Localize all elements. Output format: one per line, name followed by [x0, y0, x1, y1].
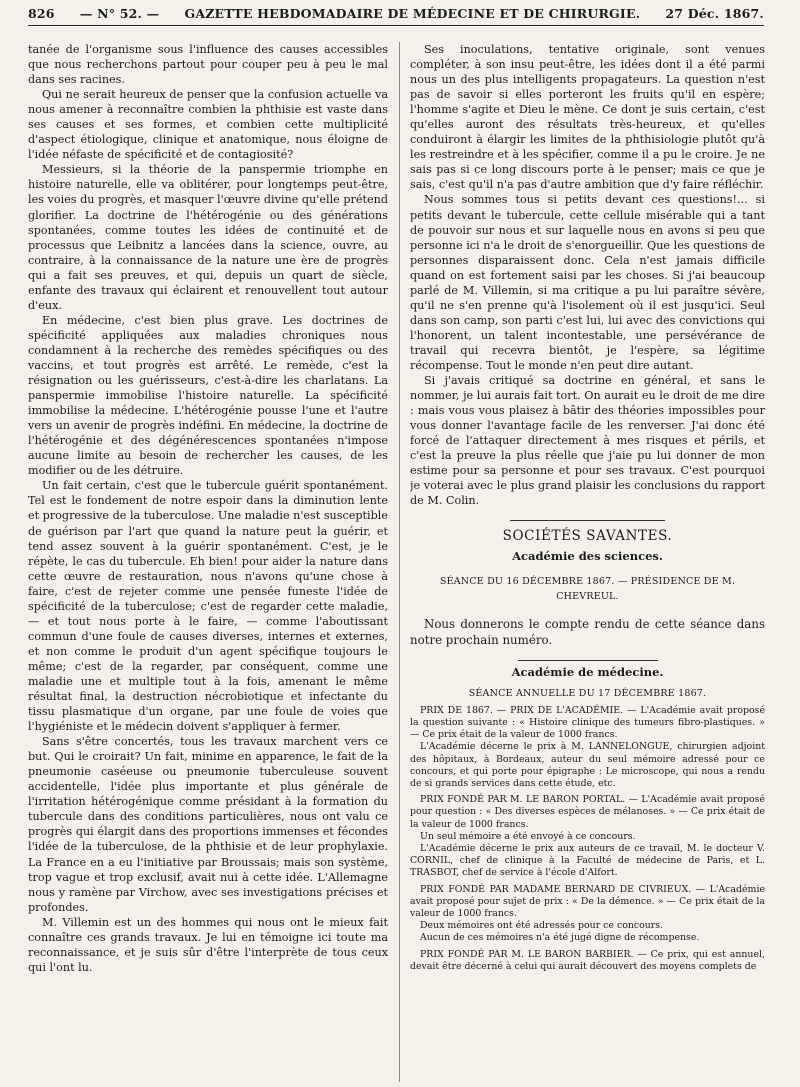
paragraph: tanée de l'organisme sous l'influence des causes accessibles que nous recherchons partout pour couper peu à peu le mal dans ses racines.: [28, 43, 388, 87]
page-header: [28, 2, 764, 24]
right-column: [410, 42, 765, 1082]
section-rule: [510, 520, 665, 521]
paragraph: Sans s'être concertés, tous les travaux marchent vers ce but. Qui le croirait? Un fait, minime en apparence, le fait de la pneumonie caséeuse ou pneumonie tuberculeuse souvent accidentelle, l'idée plus importante et plus générale de l'irritation hétérogénique comme présidant à la formation du tubercule dans des conditions particulières, nous ont valu ce progrès qui élargit dans des proportions immenses et fécondes l'idée de la tuberculose, de la phthisie et de leur prophylaxie. La France en a eu l'initiative par Broussais; mais son système, trop vague et trop exclusif, avait nui à cette idée. L'Allemagne nous y ramène par Virchow, avec ses investigations précises et profondes.: [28, 735, 388, 914]
section-rule: [518, 660, 658, 661]
prize-paragraph: L'Académie décerne le prix aux auteurs de ce travail, M. le docteur V. CORNIL, chef de clinique à la Faculté de médecine de Paris, et L. TRASBOT, chef de service à l'école d'Alfort.: [410, 842, 765, 879]
paragraph: Nous sommes tous si petits devant ces questions!... si petits devant le tubercule, cette cellule misérable qui a tant de pouvoir sur nous et sur laquelle nous en avons si peu que personne ici n'a le droit de s'enorgueillir. Que les questions de personnes disparaissent donc. Cela n'est jamais difficile quand on est fortement saisi par les choses. Si j'ai beaucoup parlé de M. Villemin, si ma critique a pu lui paraître sévère, qu'il ne s'en prenne qu'à l'isolement où il est jusqu'ici. Seul dans son camp, son parti c'est lui, lui avec des convictions qui l'honorent, un talent incontestable, une persévérance de travail qui recevra bientôt, je l'espère, sa légitime récompense. Tout le monde n'en peut dire autant.: [410, 193, 765, 372]
header-rule: [28, 25, 764, 26]
seance-sciences: SÉANCE DU 16 DÉCEMBRE 1867. — PRÉSIDENCE DE M. CHEVREUL.: [439, 575, 736, 602]
seance-note: Nous donnerons le compte rendu de cette séance dans notre prochain numéro.: [410, 616, 765, 647]
prize-paragraph: Aucun de ces mémoires n'a été jugé digne de récompense.: [420, 932, 700, 944]
prize-paragraph: Deux mémoires ont été adressés pour ce concours.: [420, 920, 664, 932]
issue-date: 27 Déc. 1867.: [665, 5, 764, 21]
journal-title: GAZETTE HEBDOMADAIRE DE MÉDECINE ET DE CHIRURGIE.: [184, 5, 641, 21]
issue-number: — N° 52. —: [79, 5, 160, 21]
prize-paragraph: Un seul mémoire a été envoyé à ce concours.: [420, 830, 636, 842]
paragraph: Si j'avais critiqué sa doctrine en général, et sans le nommer, je lui aurais fait tort. On aurait eu le droit de me dire : mais vous vous plaisez à bâtir des théories impossibles pour vous donner l'avantage facile de les renverser. J'ai donc été forcé de l'attaquer directement à mes risques et périls, et c'est la preuve la plus réelle que j'aie pu lui donner de mon estime pour sa personne et pour ses travaux. C'est pourquoi je voterai avec le plus grand plaisir les conclusions du rapport de M. Colin.: [410, 374, 765, 508]
page-number: 826: [28, 5, 55, 21]
prize-paragraph: PRIX FONDÉ PAR M. LE BARON PORTAL. — L'Académie avait proposé pour question : « Des diverses espèces de mélanoses. » — Ce prix était de la valeur de 1000 francs.: [410, 794, 765, 830]
seance-medicine: SÉANCE ANNUELLE DU 17 DÉCEMBRE 1867.: [468, 687, 707, 699]
paragraph: En médecine, c'est bien plus grave. Les doctrines de spécificité appliquées aux maladies chroniques nous condamnent à la recherche des remèdes spécifiques ou des vaccins, et tout progrès est arrêté. Le remède, c'est la résignation ou les guérisseurs, c'est-à-dire les charlatans. La panspermie immobilise l'histoire naturelle. La spécificité immobilise la médecine. L'hétérogénie pousse l'une et l'autre vers un avenir de progrès indéfini. En médecine, la doctrine de l'hétérogénie et des dégénérescences spontanées n'impose aucune limite au besoin de rechercher les causes, de les modifier ou de les détruire.: [28, 313, 388, 478]
section-title: SOCIÉTÉS SAVANTES.: [502, 528, 673, 545]
prize-paragraph: PRIX FONDÉ PAR M. LE BARON BARBIER. — Ce prix, qui est annuel, devait être décerné à celui qui aurait découvert des moyens complets de: [410, 948, 765, 972]
academy-sciences-heading: Académie des sciences.: [512, 548, 663, 563]
paragraph: M. Villemin est un des hommes qui nous ont le mieux fait connaître ces grands travaux. Je lui en témoigne ici toute ma reconnaissance, et je suis sûr d'être l'interprète de tous ceux qui l'ont lu.: [28, 915, 388, 974]
column-divider: [399, 42, 400, 1082]
prize-paragraph: L'Académie décerne le prix à M. LANNELONGUE, chirurgien adjoint des hôpitaux, à Bordeaux, auteur du seul mémoire adressé pour ce concours, et qui porte pour épigraphe : Le microscope, qui nous a rendu de si grands services dans cette étude, etc.: [410, 741, 765, 789]
academy-medicine-heading: Académie de médecine.: [511, 664, 664, 679]
prize-paragraph: PRIX DE 1867. — PRIX DE L'ACADÉMIE. — L'Académie avait proposé la question suivante : « Histoire clinique des tumeurs fibro-plastiques. » — Ce prix était de la valeur de 1000 francs.: [410, 704, 765, 741]
prize-paragraph: PRIX FONDÉ PAR MADAME BERNARD DE CIVRIEUX. — L'Académie avait proposé pour sujet de prix : « De la démence. » — Ce prix était de la valeur de 1000 francs.: [410, 883, 765, 919]
paragraph: Ses inoculations, tentative originale, sont venues compléter, à son insu peut-être, les idées dont il a été parmi nous un des plus intelligents propagateurs. La question n'est pas de savoir si elles porteront les fruits qu'il en espère; l'homme s'agite et Dieu le mène. Ce dont je suis certain, c'est qu'elles auront des résultats très-heureux, et qu'elles conduiront à élargir les limites de la phthisiologie plutôt qu'à les restreindre et à les spécifier, comme il a pu le croire. Je ne sais pas si ce long discours porte à le penser; mais ce que je sais, c'est qu'il n'a pas d'autre ambition que d'y faire réfléchir.: [410, 43, 765, 192]
prize-list: [410, 705, 765, 973]
left-column: [28, 42, 388, 1082]
paragraph: Messieurs, si la théorie de la panspermie triomphe en histoire naturelle, elle va oblitérer, pour longtemps peut-être, les voies du progrès, et masquer l'œuvre divine qu'elle prétend glorifier. La doctrine de l'hétérogénie ou des générations spontanées, comme toutes les idées de continuité et de processus que Leibnitz a lancées dans la science, ouvre, au contraire, à la connaissance de la nature une ère de progrès qui a fait ses preuves, et qui, depuis un quart de siècle, enfante des travaux qui éclairent et renouvellent tout autour d'eux.: [28, 163, 388, 312]
paragraph: Qui ne serait heureux de penser que la confusion actuelle va nous amener à reconnaître combien la phthisie est vaste dans ses causes et ses formes, et combien cette multiplicité d'aspect étiologique, clinique et anatomique, nous éloigne de l'idée néfaste de spécificité et de contagiosité?: [28, 88, 388, 162]
paragraph: Un fait certain, c'est que le tubercule guérit spontanément. Tel est le fondement de notre espoir dans la diminution lente et progressive de la tuberculose. Une maladie n'est susceptible de guérison par l'art que quand la nature peut la guérir, et tend assez souvent à la guérir spontanément. C'est, je le répète, le cas du tubercule. Eh bien! pour aider la nature dans cette œuvre de restauration, nous n'avons qu'une chose à faire, c'est de rejeter comme une pensée funeste l'idée de spécificité de la tuberculose; c'est de regarder cette maladie, — et tout nous porte à le faire, — comme l'aboutissant commun d'une foule de causes diverses, internes et externes, et non comme le produit d'un agent spécifique toujours le même; c'est de la regarder, par conséquent, comme une maladie une et multiple tout à la fois, amenant le même résultat final, la destruction nécrobiotique et infectante du tissu plasmatique d'un organe, par une foule de voies que l'hygiéniste et le médecin doivent s'appliquer à fermer.: [28, 479, 388, 734]
